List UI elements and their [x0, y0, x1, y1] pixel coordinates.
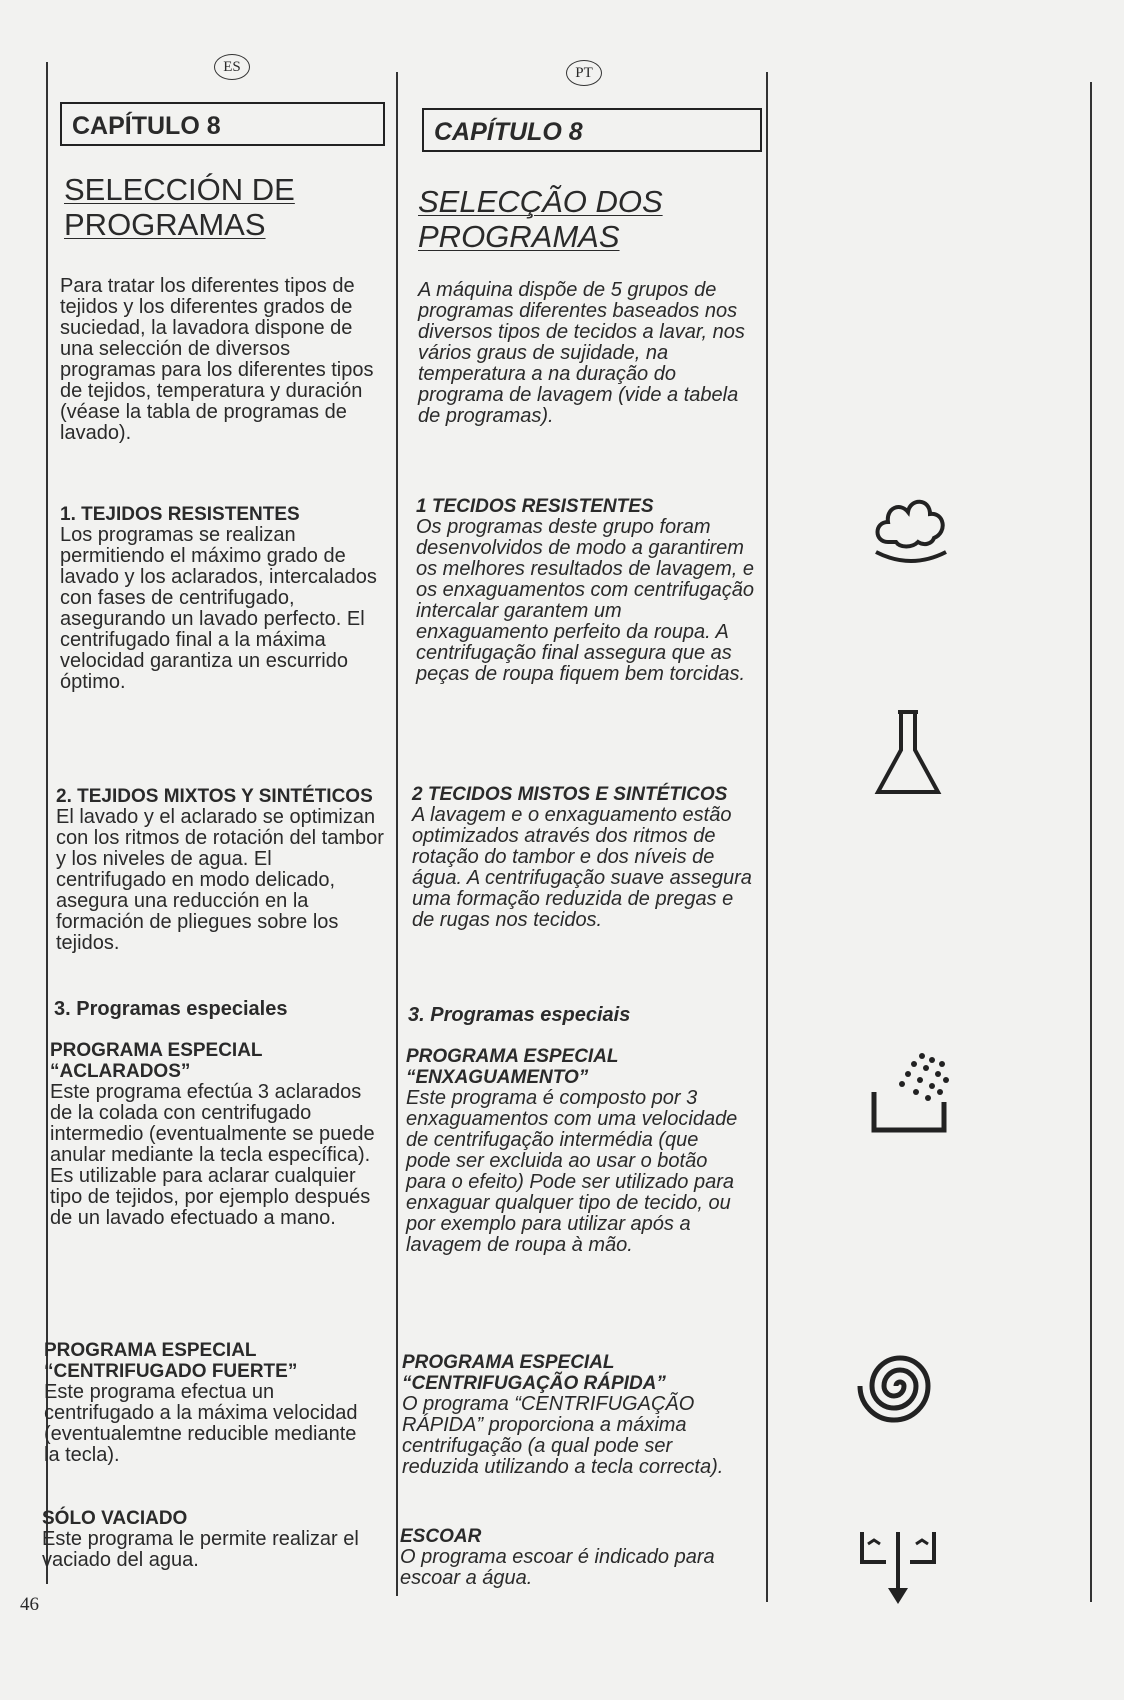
es-program1-body: Este programa efectúa 3 aclarados de la colada con centrifugado intermedio (eventualmente se puede anular mediante la tecla específica). Es utilizable para aclarar cualquier tipo de tejidos, por ejemplo después de un lavado efectuado a mano. — [50, 1081, 375, 1229]
far-right-rule — [1090, 82, 1092, 1602]
pt-program3-title: ESCOAR — [400, 1526, 482, 1547]
rinse-icon — [862, 1050, 958, 1136]
pt-title-line2: PROGRAMAS — [418, 219, 620, 254]
pt-title-line1: SELECÇÃO DOS — [418, 184, 663, 219]
es-intro-paragraph: Para tratar los diferentes tipos de tejidos y los diferentes grados de suciedad, la lavadora dispone de una selección de diversos programas para los diferentes tipos de tejidos, temperatura y duración (véase la tabla de programas de lavado). — [60, 275, 374, 444]
pt-chapter-label: CAPÍTULO 8 — [422, 108, 762, 152]
pt-section1-title: 1 TECIDOS RESISTENTES — [416, 496, 654, 517]
pt-section3-title: 3. Programas especiais — [408, 1004, 631, 1026]
es-language-badge: ES — [214, 54, 250, 80]
cotton-icon — [866, 490, 956, 570]
es-column — [42, 0, 386, 1700]
es-program2-body: Este programa efectua un centrifugado a la máxima velocidad (eventualemtne reducible mediante la tecla). — [44, 1381, 358, 1466]
pt-section2-body: A lavagem e o enxaguamento estão optimizados através dos ritmos de rotação do tambor e dos níveis de água. A centrifugação suave assegura uma formação reduzida de pregas e de rugas nos tecidos. — [412, 804, 752, 931]
es-program2-title-line1: PROGRAMA ESPECIAL — [44, 1340, 257, 1361]
es-program3-title: SÓLO VACIADO — [42, 1508, 188, 1529]
pt-section2-title: 2 TECIDOS MISTOS E SINTÉTICOS — [412, 784, 728, 805]
es-chapter-label: CAPÍTULO 8 — [60, 102, 385, 146]
pt-program3-body: O programa escoar é indicado para escoar a água. — [400, 1546, 715, 1589]
es-section1-title: 1. TEJIDOS RESISTENTES — [60, 504, 300, 525]
right-rule — [766, 72, 768, 1602]
pt-program2-title-line1: PROGRAMA ESPECIAL — [402, 1352, 615, 1373]
es-section2-title: 2. TEJIDOS MIXTOS Y SINTÉTICOS — [56, 786, 373, 807]
pt-program2-title-line2: “CENTRIFUGAÇÃO RÁPIDA” — [402, 1373, 666, 1394]
spin-spiral-icon — [854, 1344, 938, 1428]
es-section1-body: Los programas se realizan permitiendo el máximo grado de lavado y los aclarados, intercalados con fases de centrifugado, asegurando un lavado perfecto. El centrifugado final a la máxima velocidad garantiza un escurrido óptimo. — [60, 524, 377, 693]
pt-column — [400, 0, 757, 1700]
es-title-line2: PROGRAMAS — [64, 207, 266, 242]
pt-program1-title-line1: PROGRAMA ESPECIAL — [406, 1046, 619, 1067]
pt-section1-body: Os programas deste grupo foram desenvolvidos de modo a garantirem os melhores resultados de lavagem, e os enxaguamentos com centrifugação intercalar garantem um enxaguamento perfeito da roupa. A centrifugação final assegura que as peças de roupa fiquem bem torcidas. — [416, 516, 754, 685]
pt-intro-paragraph: A máquina dispõe de 5 grupos de programas diferentes baseados nos diversos tipos de tecidos a lavar, nos vários graus de sujidade, na temperatura a na duração do programa de lavagem (vide a tabela de programas). — [418, 279, 745, 427]
synthetic-flask-icon — [872, 708, 944, 800]
es-program3-body: Este programa le permite realizar el vaciado del agua. — [42, 1528, 359, 1571]
es-program1-title-line1: PROGRAMA ESPECIAL — [50, 1040, 263, 1061]
es-title-line1: SELECCIÓN DE — [64, 172, 295, 207]
drain-icon — [856, 1528, 940, 1608]
es-program1-title-line2: “ACLARADOS” — [50, 1061, 191, 1082]
center-rule — [396, 72, 398, 1596]
page-number: 46 — [20, 1594, 39, 1615]
pt-program2-body: O programa “CENTRIFUGAÇÃO RÁPIDA” proporciona a máxima centrifugação (a qual pode ser reduzida utilizando a tecla correcta). — [402, 1393, 724, 1478]
pt-language-badge: PT — [566, 60, 602, 86]
pt-program1-title-line2: “ENXAGUAMENTO” — [406, 1067, 589, 1088]
es-section2-body: El lavado y el aclarado se optimizan con los ritmos de rotación del tambor y los niveles de agua. El centrifugado en modo delicado, asegura una reducción en la formación de pliegues sobre los tejidos. — [56, 806, 384, 954]
es-program2-title-line2: “CENTRIFUGADO FUERTE” — [44, 1361, 298, 1382]
pt-program1-body: Este programa é composto por 3 enxaguamentos com uma velocidade de centrifugação intermédia (que pode ser excluida ao usar o botão para o efeito) Pode ser utilizado para enxaguar qualquer tipo de tecido, ou por exemplo para utilizar após a lavagem de roupa à mão. — [406, 1087, 738, 1256]
es-section3-title: 3. Programas especiales — [54, 998, 288, 1020]
